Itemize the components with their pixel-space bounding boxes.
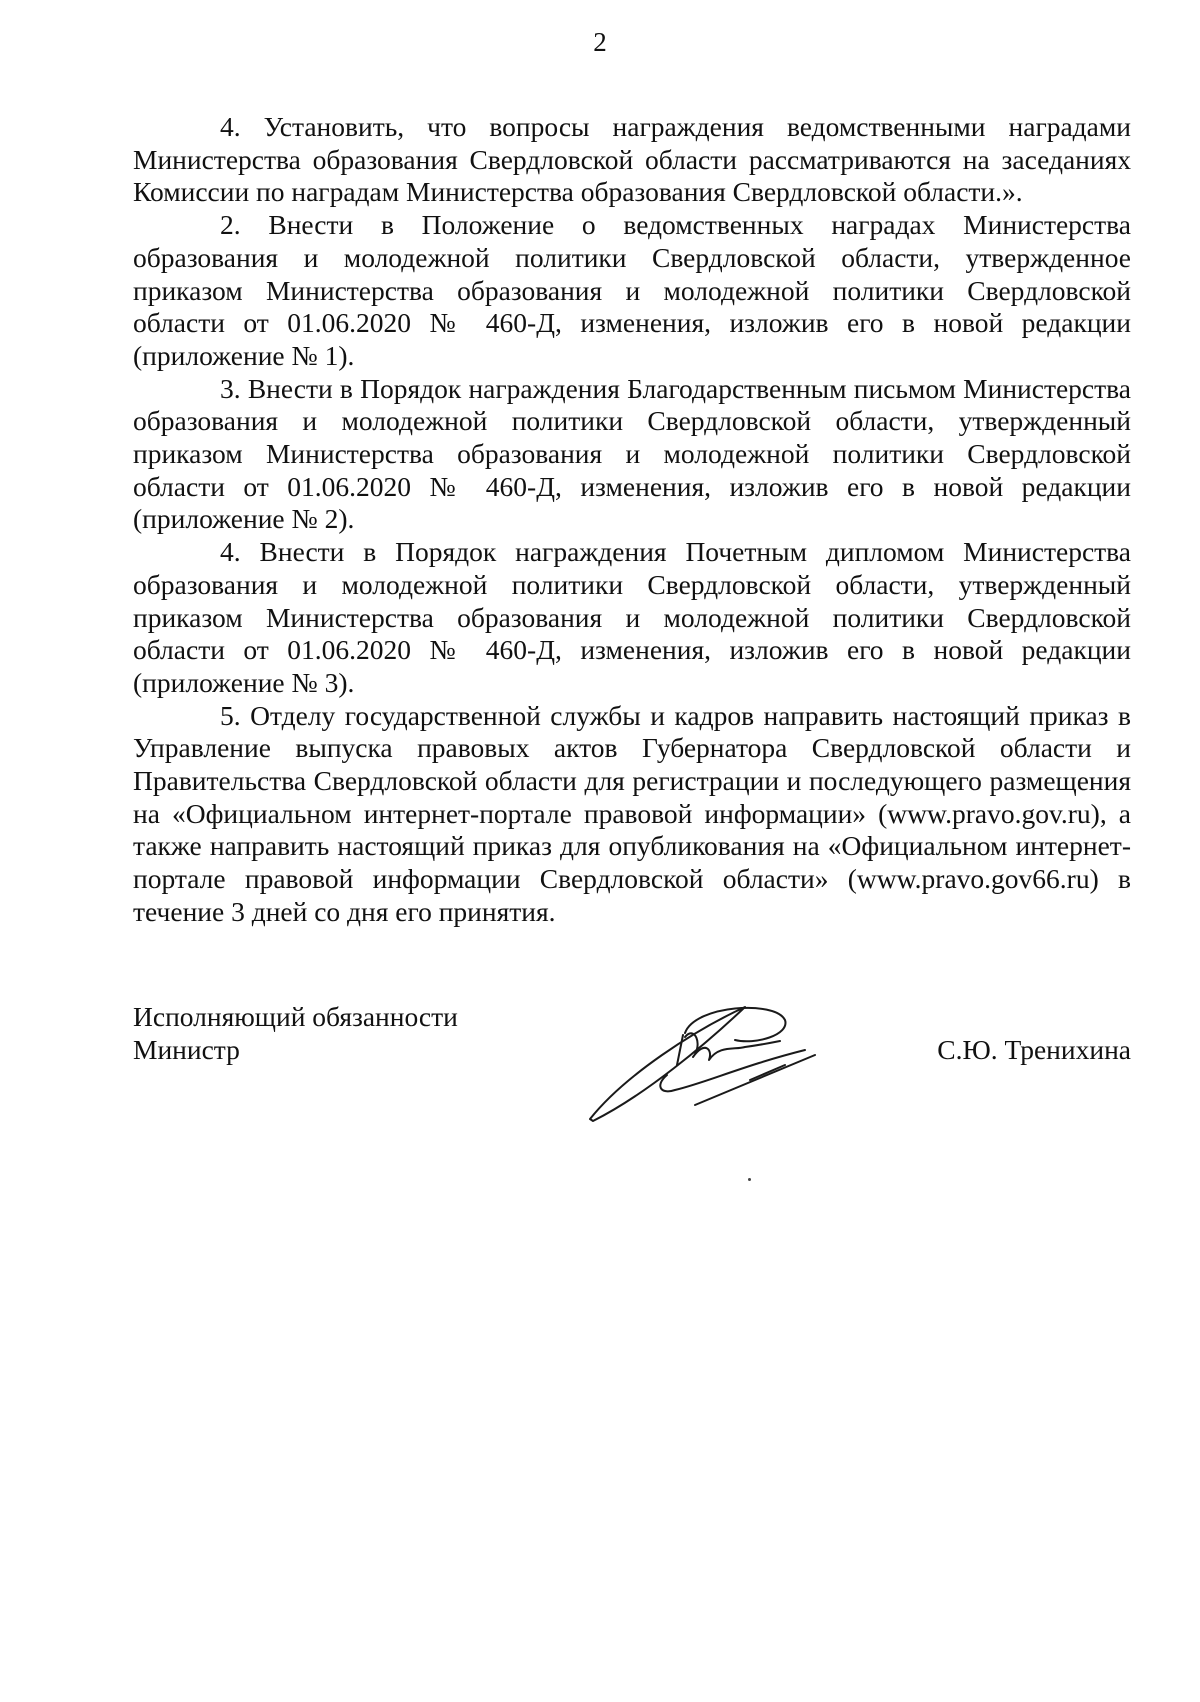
signer-title-line-1: Исполняющий обязанности (133, 1001, 458, 1032)
scan-speck (748, 1178, 751, 1181)
signer-title-line-2: Министр (133, 1033, 240, 1065)
document-body (133, 111, 1131, 929)
paragraph-item-3-letter-of-gratitude: 3. Внести в Порядок награждения Благодарственным письмом Министерства образования и молодежной политики Свердловской области, утвержденный приказом Министерства образования и молодежной политики Свердловской области от 01.06.2020 № 460-Д, изменения, изложив его в новой редакции (приложение № 2). (133, 372, 1131, 535)
paragraph-item-5-publication: 5. Отделу государственной службы и кадров направить настоящий приказ в Управление выпуска правовых актов Губернатора Свердловской области и Правительства Свердловской области для регистрации и последующего размещения на «Официальном интернет-портале правовой информации» (www.pravo.gov.ru), а также направить настоящий приказ для опубликования на «Официальном интернет-портале правовой информации Свердловской области» (www.pravo.gov66.ru) в течение 3 дней со дня его принятия. (133, 699, 1131, 927)
signer-name: С.Ю. Тренихина (937, 1033, 1131, 1065)
signer-title (133, 1001, 458, 1066)
page-number: 2 (593, 27, 607, 57)
paragraph-item-4-establish: 4. Установить, что вопросы награждения ведомственными наградами Министерства образования Свердловской области рассматриваются на заседаниях Комиссии по наградам Министерства образования Свердловской области.». (133, 111, 1131, 208)
handwritten-signature (585, 995, 845, 1125)
paragraph-item-4-honorary-diploma: 4. Внести в Порядок награждения Почетным дипломом Министерства образования и молодежной политики Свердловской области, утвержденный приказом Министерства образования и молодежной политики Свердловской области от 01.06.2020 № 460-Д, изменения, изложив его в новой редакции (приложение № 3). (133, 536, 1131, 698)
paragraph-item-2-regulation: 2. Внести в Положение о ведомственных наградах Министерства образования и молодежной политики Свердловской области, утвержденное приказом Министерства образования и молодежной политики Свердловской области от 01.06.2020 № 460-Д, изменения, изложив его в новой редакции (приложение № 1). (133, 209, 1131, 371)
